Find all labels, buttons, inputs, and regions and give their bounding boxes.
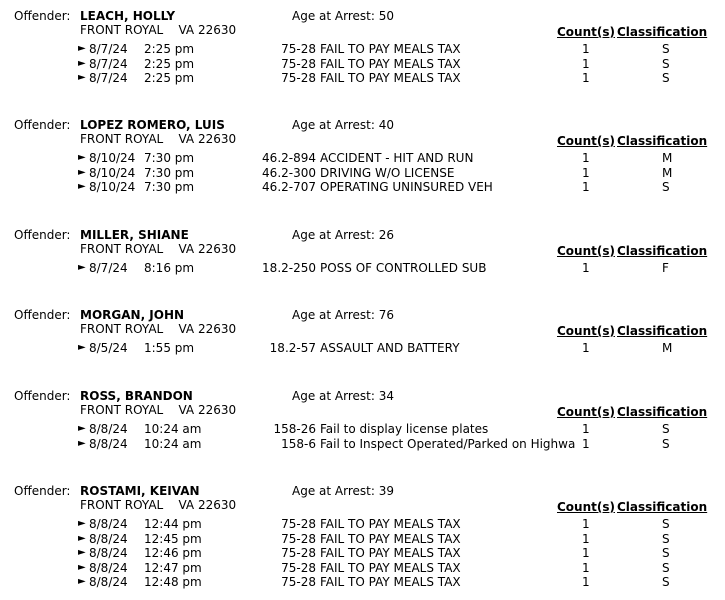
charge-description: FAIL TO PAY MEALS TAX	[320, 71, 461, 85]
charge-time: 1:55 pm	[144, 341, 195, 355]
charge-description: POSS OF CONTROLLED SUB	[320, 261, 487, 275]
charge-count: 1	[582, 151, 590, 165]
offender-name: MILLER, SHIANE	[80, 228, 189, 242]
charge-code: 158-26	[273, 422, 316, 436]
charge-arrow-icon: ►	[78, 72, 86, 83]
charge-arrow-icon: ►	[78, 152, 86, 163]
charge-date: 8/8/24	[89, 422, 128, 436]
charge-code: 46.2-707	[262, 180, 316, 194]
charge-description: FAIL TO PAY MEALS TAX	[320, 546, 461, 560]
charge-count: 1	[582, 56, 590, 71]
charge-arrow-icon: ►	[78, 43, 86, 54]
offender-name: ROSS, BRANDON	[80, 389, 193, 403]
charge-date: 8/8/24	[89, 560, 128, 575]
charge-arrow-icon: ►	[78, 576, 86, 587]
charge-date: 8/7/24	[89, 56, 128, 71]
charge-arrow-icon: ►	[78, 262, 86, 273]
offender-label: Offender:	[14, 228, 71, 242]
charge-count: 1	[582, 546, 590, 560]
age-at-arrest: Age at Arrest: 76	[292, 308, 394, 322]
charge-description: DRIVING W/O LICENSE	[320, 165, 455, 180]
charge-count: 1	[582, 42, 590, 56]
count-header: Count(s)	[557, 500, 615, 514]
offender-label: Offender:	[14, 308, 71, 322]
charge-description: FAIL TO PAY MEALS TAX	[320, 531, 461, 546]
charge-classification: S	[662, 71, 670, 85]
charge-arrow-icon: ►	[78, 166, 86, 178]
charge-count: 1	[582, 165, 590, 180]
charge-date: 8/7/24	[89, 71, 128, 85]
charge-date: 8/7/24	[89, 261, 128, 275]
charge-time: 2:25 pm	[144, 71, 195, 85]
charge-code: 18.2-250	[262, 261, 316, 275]
charge-time: 7:30 pm	[144, 151, 195, 165]
charge-code: 75-28	[281, 42, 316, 56]
count-header: Count(s)	[557, 244, 615, 258]
charge-code: 75-28	[281, 531, 316, 546]
charge-description: Fail to Inspect Operated/Parked on Highwa	[320, 436, 576, 451]
charge-classification: M	[662, 165, 673, 180]
charge-classification: S	[662, 560, 670, 575]
classification-header: Classification	[617, 134, 708, 148]
offender-address: FRONT ROYAL VA 22630	[80, 498, 237, 512]
offender-address: FRONT ROYAL VA 22630	[80, 132, 237, 146]
charge-arrow-icon: ►	[78, 532, 86, 544]
charge-code: 75-28	[281, 56, 316, 71]
offender-address: FRONT ROYAL VA 22630	[80, 242, 237, 256]
charge-date: 8/5/24	[89, 341, 128, 355]
charge-count: 1	[582, 341, 590, 355]
charge-date: 8/8/24	[89, 546, 128, 560]
charge-classification: S	[662, 42, 670, 56]
charge-time: 2:25 pm	[144, 42, 195, 56]
charge-count: 1	[582, 531, 590, 546]
charge-classification: S	[662, 422, 670, 436]
offender-address: FRONT ROYAL VA 22630	[80, 322, 237, 336]
count-header: Count(s)	[557, 405, 615, 419]
charge-code: 46.2-894	[262, 151, 316, 165]
offender-label: Offender:	[14, 484, 71, 498]
charge-date: 8/10/24	[89, 165, 136, 180]
charge-time: 12:47 pm	[144, 560, 202, 575]
charge-classification: S	[662, 517, 670, 531]
charge-time: 12:45 pm	[144, 531, 202, 546]
charge-arrow-icon: ►	[78, 547, 86, 558]
charge-arrow-icon: ►	[78, 518, 86, 529]
charge-description: FAIL TO PAY MEALS TAX	[320, 560, 461, 575]
age-at-arrest: Age at Arrest: 50	[292, 9, 394, 23]
offender-name: ROSTAMI, KEIVAN	[80, 484, 200, 498]
charge-date: 8/7/24	[89, 42, 128, 56]
charge-time: 10:24 am	[144, 422, 202, 436]
charge-date: 8/10/24	[89, 180, 136, 194]
charge-description: FAIL TO PAY MEALS TAX	[320, 517, 461, 531]
charge-time: 2:25 pm	[144, 56, 195, 71]
charge-classification: S	[662, 575, 670, 589]
offender-address: FRONT ROYAL VA 22630	[80, 23, 237, 37]
charge-count: 1	[582, 436, 590, 451]
charge-classification: M	[662, 341, 673, 355]
offender-label: Offender:	[14, 389, 71, 403]
charge-count: 1	[582, 517, 590, 531]
offender-name: LOPEZ ROMERO, LUIS	[80, 118, 225, 132]
charge-date: 8/8/24	[89, 436, 128, 451]
classification-header: Classification	[617, 324, 708, 338]
charge-classification: M	[662, 151, 673, 165]
charge-classification: F	[662, 261, 669, 275]
count-header: Count(s)	[557, 324, 615, 338]
offender-label: Offender:	[14, 118, 71, 132]
charge-code: 75-28	[281, 71, 316, 85]
charge-count: 1	[582, 180, 590, 194]
charge-classification: S	[662, 436, 670, 451]
charge-classification: S	[662, 546, 670, 560]
age-at-arrest: Age at Arrest: 34	[292, 389, 394, 403]
charge-code: 75-28	[281, 546, 316, 560]
charge-description: Fail to display license plates	[320, 422, 489, 436]
charge-arrow-icon: ►	[78, 561, 86, 573]
charge-date: 8/8/24	[89, 517, 128, 531]
charge-arrow-icon: ►	[78, 423, 86, 434]
classification-header: Classification	[617, 405, 708, 419]
offender-address: FRONT ROYAL VA 22630	[80, 403, 237, 417]
classification-header: Classification	[617, 500, 708, 514]
charge-description: OPERATING UNINSURED VEH	[320, 180, 493, 194]
charge-date: 8/8/24	[89, 531, 128, 546]
charge-arrow-icon: ►	[78, 437, 86, 449]
classification-header: Classification	[617, 244, 708, 258]
age-at-arrest: Age at Arrest: 26	[292, 228, 394, 242]
charge-time: 8:16 pm	[144, 261, 195, 275]
charge-code: 75-28	[281, 575, 316, 589]
age-at-arrest: Age at Arrest: 40	[292, 118, 394, 132]
charge-classification: S	[662, 180, 670, 194]
charge-count: 1	[582, 560, 590, 575]
count-header: Count(s)	[557, 25, 615, 39]
charge-arrow-icon: ►	[78, 342, 86, 353]
charge-count: 1	[582, 261, 590, 275]
offender-name: LEACH, HOLLY	[80, 9, 176, 23]
charge-time: 12:44 pm	[144, 517, 202, 531]
charge-description: ACCIDENT - HIT AND RUN	[320, 151, 474, 165]
charge-code: 18.2-57	[269, 341, 316, 355]
age-at-arrest: Age at Arrest: 39	[292, 484, 394, 498]
charge-code: 158-6	[281, 436, 316, 451]
charge-time: 7:30 pm	[144, 165, 195, 180]
charge-time: 12:48 pm	[144, 575, 202, 589]
charge-description: FAIL TO PAY MEALS TAX	[320, 56, 461, 71]
charge-description: FAIL TO PAY MEALS TAX	[320, 42, 461, 56]
offender-label: Offender:	[14, 9, 71, 23]
offender-name: MORGAN, JOHN	[80, 308, 185, 322]
charge-classification: S	[662, 531, 670, 546]
charge-code: 75-28	[281, 517, 316, 531]
charge-arrow-icon: ►	[78, 181, 86, 192]
charge-description: FAIL TO PAY MEALS TAX	[320, 575, 461, 589]
charge-count: 1	[582, 575, 590, 589]
charge-count: 1	[582, 422, 590, 436]
charge-time: 12:46 pm	[144, 546, 202, 560]
charge-count: 1	[582, 71, 590, 85]
charge-date: 8/10/24	[89, 151, 136, 165]
charge-classification: S	[662, 56, 670, 71]
charge-description: ASSAULT AND BATTERY	[320, 341, 460, 355]
charge-date: 8/8/24	[89, 575, 128, 589]
charge-code: 75-28	[281, 560, 316, 575]
classification-header: Classification	[617, 25, 708, 39]
count-header: Count(s)	[557, 134, 615, 148]
charge-time: 10:24 am	[144, 436, 202, 451]
charge-code: 46.2-300	[262, 165, 316, 180]
charge-time: 7:30 pm	[144, 180, 195, 194]
charge-arrow-icon: ►	[78, 57, 86, 69]
